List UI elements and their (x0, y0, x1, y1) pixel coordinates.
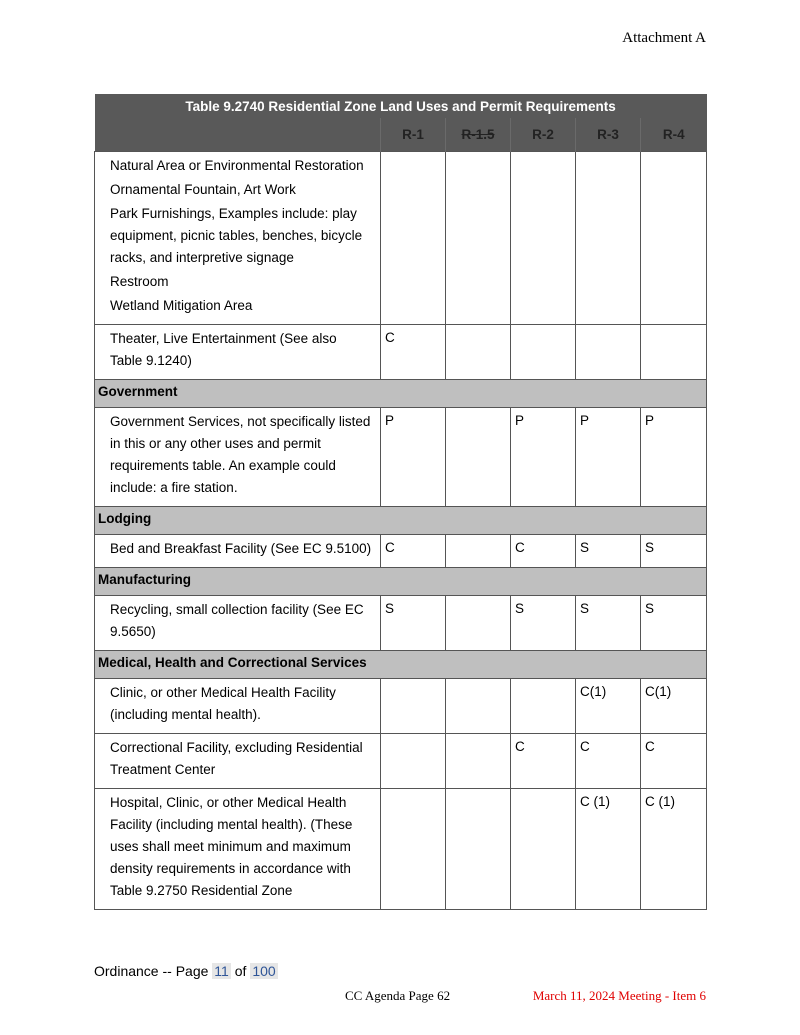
permit-cell (446, 325, 511, 380)
use-cell (95, 408, 381, 507)
permit-cell: S (381, 596, 446, 651)
use-cell (95, 734, 381, 789)
page-number: 11 (214, 963, 229, 979)
permit-cell: C (381, 535, 446, 568)
column-header-use (95, 118, 381, 152)
column-header: R-3 (576, 118, 641, 152)
permit-cell: S (641, 535, 707, 568)
use-cell (95, 152, 381, 325)
permit-cell: C (511, 535, 576, 568)
use-label: Clinic, or other Medical Health Facility (including mental health). (110, 685, 336, 722)
permit-cell: P (381, 408, 446, 507)
permit-cell (511, 789, 576, 910)
agenda-page: CC Agenda Page 62 (345, 988, 451, 1003)
use-label: Government Services, not specifically listed in this or any other uses and permit requirements table. An example could include: a fire station. (110, 414, 371, 495)
permit-cell (576, 325, 641, 380)
table-title: Table 9.2740 Residential Zone Land Uses and Permit Requirements (95, 94, 707, 118)
use-label: Natural Area or Environmental Restoration (110, 158, 364, 173)
page-total: 100 (252, 963, 276, 979)
use-cell (95, 596, 381, 651)
permit-cell: P (511, 408, 576, 507)
section-label: Government (95, 380, 707, 408)
section-label: Manufacturing (95, 568, 707, 596)
use-label: Park Furnishings, Examples include: play equipment, picnic tables, benches, bicycle racks, and interpretive signage (110, 206, 363, 265)
use-cell (95, 789, 381, 910)
use-label: Ornamental Fountain, Art Work (110, 182, 296, 197)
permit-cell (641, 325, 707, 380)
section-row (95, 507, 707, 535)
footer-prefix: Ordinance -- Page (94, 963, 209, 979)
use-label: Theater, Live Entertainment (See also Table 9.1240) (110, 331, 337, 368)
permit-cell: C(1) (641, 679, 707, 734)
table-row (95, 679, 707, 734)
permit-cell: C (381, 325, 446, 380)
table-row (95, 408, 707, 507)
permit-cell (381, 789, 446, 910)
permit-cell: P (641, 408, 707, 507)
column-header: R-2 (511, 118, 576, 152)
use-label: Hospital, Clinic, or other Medical Health Facility (including mental health). (These uses shall meet minimum and maximum density requirements in accordance with Table 9.2750 Residential Zone (110, 795, 353, 898)
section-row (95, 568, 707, 596)
use-cell (95, 535, 381, 568)
permit-cell (446, 408, 511, 507)
permit-cell (511, 152, 576, 325)
use-label: Recycling, small collection facility (See EC 9.5650) (110, 602, 364, 639)
permit-cell: C (641, 734, 707, 789)
column-header: R-1 (381, 118, 446, 152)
permit-cell (641, 152, 707, 325)
permit-cell (576, 152, 641, 325)
use-label: Wetland Mitigation Area (110, 298, 253, 313)
permit-cell (446, 152, 511, 325)
permit-cell (446, 679, 511, 734)
section-label: Lodging (95, 507, 707, 535)
section-row (95, 380, 707, 408)
permit-cell: S (511, 596, 576, 651)
permit-cell (381, 734, 446, 789)
permit-cell: S (576, 535, 641, 568)
permit-cell: C (576, 734, 641, 789)
permit-cell: C (511, 734, 576, 789)
column-header: R-1.5 (446, 118, 511, 152)
permit-cell (381, 679, 446, 734)
table-row (95, 535, 707, 568)
use-label: Restroom (110, 274, 169, 289)
permit-cell: S (576, 596, 641, 651)
use-cell (95, 679, 381, 734)
attachment-label: Attachment A (622, 30, 706, 46)
column-header: R-4 (641, 118, 707, 152)
use-label: Bed and Breakfast Facility (See EC 9.5100) (110, 541, 372, 556)
permit-cell: S (641, 596, 707, 651)
section-label: Medical, Health and Correctional Services (95, 651, 707, 679)
permit-cell (511, 679, 576, 734)
meeting-label: March 11, 2024 Meeting - Item 6 (532, 988, 706, 1003)
table-row (95, 596, 707, 651)
permit-cell (446, 535, 511, 568)
permit-cell (381, 152, 446, 325)
permit-cell (446, 789, 511, 910)
use-cell (95, 325, 381, 380)
permit-cell: C (1) (641, 789, 707, 910)
table-row (95, 152, 707, 325)
permit-cell: P (576, 408, 641, 507)
table-row (95, 734, 707, 789)
page-footer (94, 963, 278, 979)
section-row (95, 651, 707, 679)
permit-cell (446, 734, 511, 789)
footer-of: of (234, 963, 247, 979)
table-row (95, 789, 707, 910)
permit-cell: C(1) (576, 679, 641, 734)
land-use-table (94, 94, 707, 910)
table-row (95, 325, 707, 380)
permit-cell (511, 325, 576, 380)
permit-cell: C (1) (576, 789, 641, 910)
use-label: Correctional Facility, excluding Residential Treatment Center (110, 740, 363, 777)
permit-cell (446, 596, 511, 651)
